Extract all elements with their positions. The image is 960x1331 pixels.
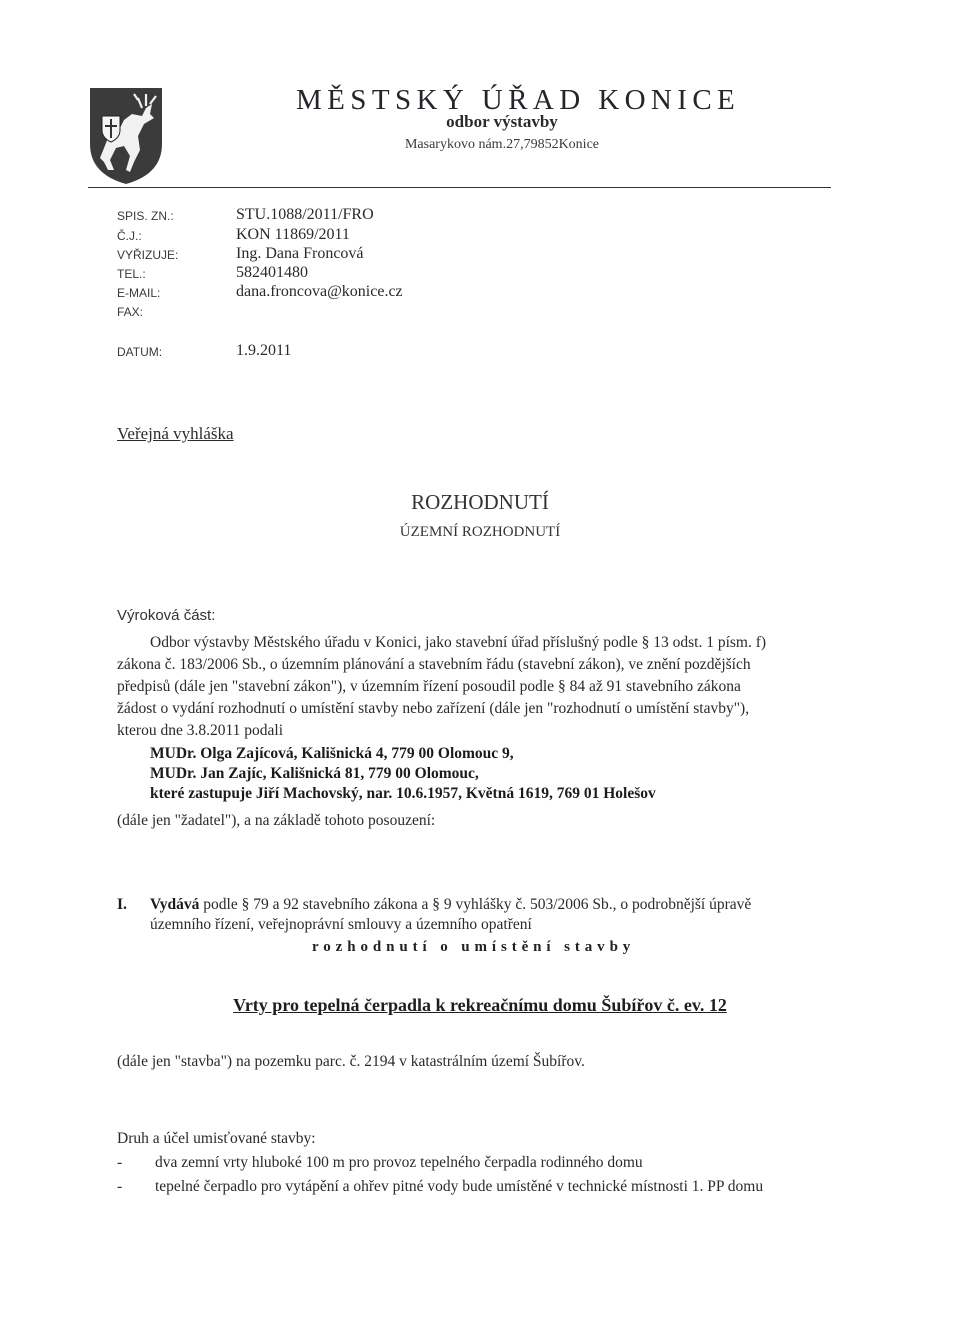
spis-zn-label: SPIS. ZN.:	[117, 209, 174, 223]
body-line: Odbor výstavby Městského úřadu v Konici, jako stavební úřad příslušný podle § 13 odst. 1 písm. f)	[150, 634, 767, 651]
spis-zn-value: STU.1088/2011/FRO	[236, 206, 374, 223]
fax-label: FAX:	[117, 305, 144, 319]
purpose-label: Druh a účel umisťované stavby:	[117, 1130, 316, 1147]
decision-title: ROZHODNUTÍ	[411, 490, 549, 514]
body-line: zákona č. 183/2006 Sb., o územním plánování a stavebním řádu (stavební zákon), ve znění pozdějších	[117, 656, 751, 673]
applicant-line: které zastupuje Jiří Machovský, nar. 10.6.1957, Květná 1619, 769 01 Holešov	[150, 785, 656, 802]
applicant-note: (dále jen "žadatel"), a na základě tohoto posouzení:	[117, 812, 436, 829]
bullet-dash: -	[117, 1154, 123, 1171]
header-divider	[88, 187, 831, 188]
date-value: 1.9.2011	[236, 342, 292, 359]
tel-value: 582401480	[236, 264, 308, 281]
item-numeral: I.	[117, 896, 127, 913]
office-title: MĚSTSKÝ ÚŘAD KONICE	[296, 84, 741, 116]
date-label: DATUM:	[117, 345, 163, 359]
item-verb: Vydává	[150, 896, 200, 913]
cj-value: KON 11869/2011	[236, 226, 350, 243]
bullet-dash: -	[117, 1178, 123, 1195]
vyrizuje-value: Ing. Dana Froncová	[236, 245, 364, 262]
email-value: dana.froncova@konice.cz	[236, 283, 403, 300]
public-notice-heading: Veřejná vyhláška	[117, 424, 234, 443]
parcel-line: (dále jen "stavba") na pozemku parc. č. 2194 v katastrálním území Šubířov.	[117, 1053, 585, 1070]
office-address: Masarykovo nám.27,79852Konice	[404, 137, 600, 152]
item-i-line2: územního řízení, veřejnoprávní smlouvy a územního opatření	[150, 916, 532, 933]
applicant-line: MUDr. Jan Zajíc, Kališnická 81, 779 00 Olomouc,	[150, 765, 479, 782]
decision-subtitle: ÚZEMNÍ ROZHODNUTÍ	[399, 524, 561, 540]
cj-label: Č.J.:	[117, 229, 142, 243]
bullet-item: dva zemní vrty hluboké 100 m pro provoz tepelného čerpadla rodinného domu	[155, 1154, 643, 1171]
coat-of-arms-icon	[88, 86, 164, 186]
body-line: žádost o vydání rozhodnutí o umístění stavby nebo zařízení (dále jen "rozhodnutí o umístění stavby"),	[117, 700, 750, 717]
decision-type-spaced: rozhodnutí o umístění stavby	[312, 939, 636, 955]
bullet-item: tepelné čerpadlo pro vytápění a ohřev pitné vody bude umístěné v technické místnosti 1. PP domu	[155, 1178, 764, 1195]
item-i-line1	[150, 896, 751, 914]
tel-label: TEL.:	[117, 267, 146, 281]
applicant-line: MUDr. Olga Zajícová, Kališnická 4, 779 00 Olomouc 9,	[150, 745, 514, 762]
section-label: Výroková část:	[117, 607, 216, 624]
department-name: odbor výstavby	[446, 112, 558, 131]
body-line: kterou dne 3.8.2011 podali	[117, 722, 284, 739]
construction-title: Vrty pro tepelná čerpadla k rekreačnímu domu Šubířov č. ev. 12	[233, 995, 727, 1015]
body-line: předpisů (dále jen "stavební zákon"), v územním řízení posoudil podle § 84 až 91 stavebního zákona	[117, 678, 741, 695]
item-i-line1-rest: podle § 79 a 92 stavebního zákona a § 9 vyhlášky č. 503/2006 Sb., o podrobnější úpravě	[199, 896, 752, 913]
email-label: E-MAIL:	[117, 286, 161, 300]
vyrizuje-label: VYŘIZUJE:	[117, 248, 179, 262]
